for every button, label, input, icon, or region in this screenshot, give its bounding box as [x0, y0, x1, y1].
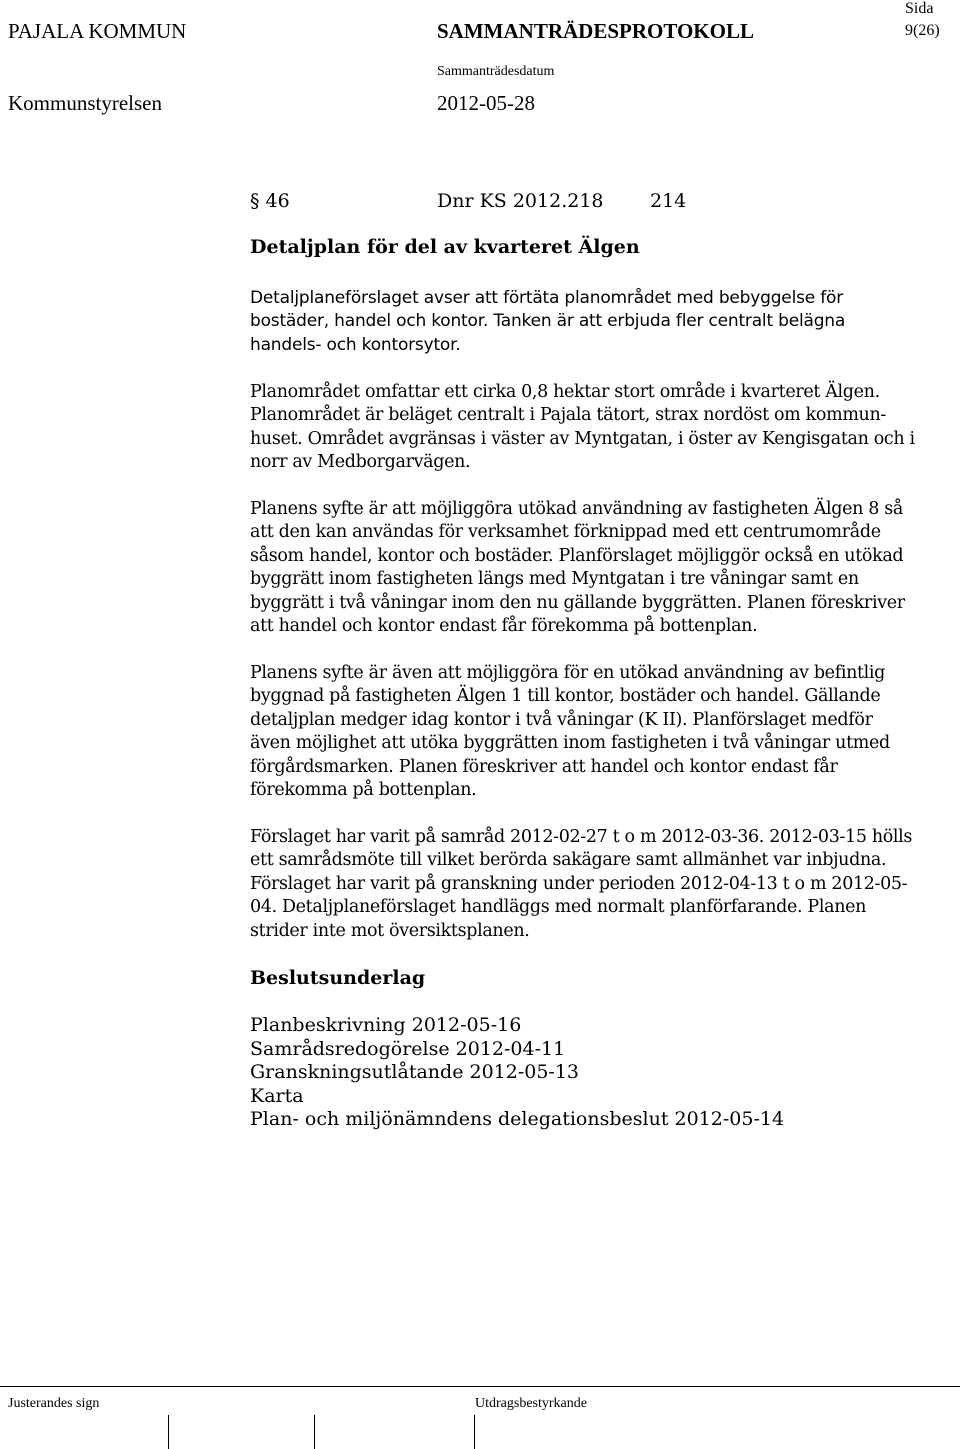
paragraph-line: strider inte mot översiktsplanen. — [250, 920, 530, 941]
paragraph-line: Planområdet omfattar ett cirka 0,8 hektar stort område i kvarteret Älgen. — [250, 382, 880, 402]
paragraph-line: Förslaget har varit på granskning under perioden 2012-04-13 t o m 2012-05- — [250, 873, 908, 894]
serial-number: 214 — [650, 190, 687, 212]
paragraph-line: byggnad på fastigheten Älgen 1 till kontor, bostäder och handel. Gällande — [250, 686, 881, 707]
paragraph-line: norr av Medborgarvägen. — [250, 452, 471, 473]
organization-name: PAJALA KOMMUN — [8, 19, 187, 43]
decision-basis-item: Granskningsutlåtande 2012-05-13 — [250, 1061, 580, 1083]
paragraph-line: detaljplan medger idag kontor i två våningar (K II). Planförslaget medför — [250, 709, 873, 730]
paragraph-plan-purpose-algen-8 — [250, 498, 960, 638]
paragraph-purpose — [250, 287, 960, 357]
justering-sign-label: Justerandes sign — [8, 1396, 100, 1411]
diary-number: Dnr KS 2012.218 — [437, 190, 604, 212]
paragraph-area — [250, 381, 960, 475]
decision-basis-item: Karta — [250, 1084, 304, 1107]
paragraph-line: att den kan användas för verksamhet förknippad med ett centrumområde — [250, 522, 881, 543]
paragraph-line: byggrätt inom fastigheten längs med Myntgatan i tre våningar samt en — [250, 569, 859, 590]
paragraph-line: ett samrådsmöte till vilket berörda sakägare samt allmänhet var inbjudna. — [250, 850, 887, 871]
paragraph-line: Förslaget har varit på samråd 2012-02-27 t o m 2012-03-36. 2012-03-15 hölls — [250, 827, 913, 847]
paragraph-line: Detaljplaneförslaget avser att förtäta planområdet med bebyggelse för — [250, 288, 843, 308]
paragraph-line: bostäder, handel och kontor. Tanken är att erbjuda fler centralt belägna — [250, 311, 846, 332]
committee-name: Kommunstyrelsen — [8, 91, 162, 115]
page-label: Sida — [905, 0, 934, 17]
decision-basis-heading: Beslutsunderlag — [250, 967, 426, 989]
meeting-date: 2012-05-28 — [437, 91, 535, 115]
decision-basis-item: Plan- och miljönämndens delegationsbeslut 2012-05-14 — [250, 1108, 785, 1130]
paragraph-line: handels- och kontorsytor. — [250, 334, 461, 355]
footer-divider — [0, 1386, 960, 1387]
paragraph-line: såsom handel, kontor och bostäder. Planförslaget möjliggör också en utökad — [250, 545, 904, 566]
signature-box-divider — [474, 1415, 475, 1449]
signature-box-divider — [314, 1415, 315, 1449]
paragraph-consultation — [250, 826, 960, 943]
decision-basis-list — [250, 1014, 784, 1132]
document-type: SAMMANTRÄDESPROTOKOLL — [437, 19, 754, 43]
decision-basis-item: Planbeskrivning 2012-05-16 — [250, 1014, 522, 1036]
paragraph-line: att handel och kontor endast får förekomma på bottenplan. — [250, 616, 758, 637]
paragraph-plan-purpose-algen-1 — [250, 662, 960, 802]
paragraph-line: Planens syfte är även att möjliggöra för en utökad användning av befintlig — [250, 663, 886, 683]
paragraph-line: Planens syfte är att möjliggöra utökad användning av fastigheten Älgen 8 så — [250, 499, 904, 519]
meeting-date-label: Sammanträdesdatum — [437, 64, 555, 79]
case-title: Detaljplan för del av kvarteret Älgen — [250, 236, 640, 258]
paragraph-line: Planområdet är beläget centralt i Pajala tätort, strax nordöst om kommun- — [250, 405, 886, 426]
paragraph-line: förgårdsmarken. Planen föreskriver att handel och kontor endast får — [250, 756, 838, 777]
paragraph-line: förekomma på bottenplan. — [250, 780, 477, 801]
utdrag-label: Utdragsbestyrkande — [475, 1396, 587, 1411]
paragraph-line: även möjlighet att utöka byggrätten inom fastigheten i två våningar utmed — [250, 733, 890, 754]
page-number: 9(26) — [905, 22, 940, 39]
paragraph-line: byggrätt i två våningar inom den nu gällande byggrätten. Planen föreskriver — [250, 592, 905, 613]
decision-basis-item: Samrådsredogörelse 2012-04-11 — [250, 1037, 566, 1060]
paragraph-line: 04. Detaljplaneförslaget handläggs med normalt planförfarande. Planen — [250, 897, 867, 918]
signature-box-divider — [168, 1415, 169, 1449]
paragraph-line: huset. Området avgränsas i väster av Myntgatan, i öster av Kengisgatan och i — [250, 428, 915, 449]
section-number: § 46 — [250, 190, 290, 212]
